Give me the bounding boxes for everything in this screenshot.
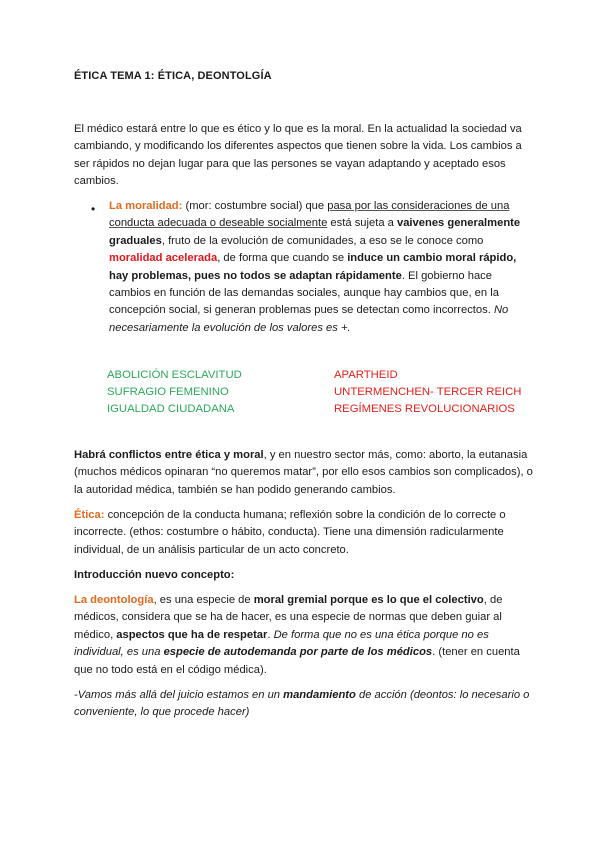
text-segment: , fruto de la evolución de comunidades, a eso se le conoce como — [161, 234, 484, 247]
bold-italic-segment: especie de autodemanda por parte de los médicos — [163, 646, 433, 659]
list-item: UNTERMENCHEN- TERCER REICH — [334, 386, 522, 398]
bold-segment: induce un cambio moral rápido, hay problemas, pues no todos se adaptan rápidamente — [109, 252, 517, 282]
bold-segment: aspectos que ha de respetar — [116, 628, 268, 641]
deontologia-paragraph — [74, 592, 534, 679]
list-item: REGÍMENES REVOLUCIONARIOS — [334, 403, 515, 415]
text-segment: , es una especie de — [153, 594, 254, 606]
list-item: APARTHEID — [334, 369, 398, 381]
text-segment: está sujeta a — [327, 217, 397, 230]
term-etica: Ética: — [74, 509, 105, 521]
bold-italic-segment: mandamiento — [283, 689, 356, 701]
document-title: ÉTICA TEMA 1: ÉTICA, DEONTOLGÍA — [74, 70, 272, 82]
negative-changes-list — [334, 367, 521, 418]
text-segment: concepción de la conducta humana; reflexión sobre la condición de lo correcte o incorrecte. (ethos: costumbre o hábito, conducta). Tiene una dimensión radicularmente individual, de un análisis particular de un acto concreto. — [74, 509, 506, 556]
etica-paragraph — [74, 507, 534, 559]
italic-segment: No necesariamente la evolución de los valores es +. — [109, 304, 509, 334]
underlined-segment: pasa por las consideraciones de una conducta adecuada o deseable socialmente — [109, 200, 510, 230]
section-heading: Introducción nuevo concepto: — [74, 569, 235, 581]
text-segment: , de forma que cuando se — [217, 252, 348, 265]
positive-changes-list — [107, 367, 242, 418]
list-item: SUFRAGIO FEMENINO — [107, 386, 229, 398]
bold-segment: vaivenes generalmente graduales — [109, 217, 521, 247]
text-segment: . El gobierno hace cambios en función de las demandas sociales, aunque hay cambios que, en la concepción social, si generan problemas pues se detectan como incorrectos. — [109, 269, 499, 317]
italic-segment: De forma que no es una ética porque no es individual, es una — [74, 628, 489, 659]
bullet-text — [109, 198, 534, 337]
text-segment: (mor: costumbre social) que — [182, 200, 328, 212]
italic-segment: -Vamos más allá del juicio estamos en un — [74, 689, 284, 701]
italic-segment: de acción (deontos: lo necesario o conveniente, lo que procede hacer) — [74, 689, 530, 719]
term-moralidad-acelerada: moralidad acelerada — [109, 252, 218, 265]
text-segment: . (tener en cuenta que no todo está en el código médica). — [74, 646, 520, 676]
bullet-dot-icon: • — [91, 202, 96, 216]
text-segment: , de médicos, considera que se ha de hacer, es una especie de normas que deben guiar al médico, — [74, 594, 503, 641]
bold-segment: moral gremial porque es lo que el colectivo — [253, 594, 484, 606]
list-item: ABOLICIÓN ESCLAVITUD — [107, 369, 242, 381]
bold-segment: Habrá conflictos entre ética y moral — [74, 449, 264, 461]
mandamiento-paragraph — [74, 687, 534, 722]
bullet-moralidad — [74, 198, 534, 337]
list-item: IGUALDAD CIUDADANA — [107, 403, 235, 415]
term-moralidad: La moralidad: — [109, 200, 183, 212]
text-segment: , y en nuestro sector más, como: aborto, la eutanasia (muchos médicos opinaran “no queremos matar”, por ello esos cambios son complicados), o la autoridad médica, también se han podido generando cambios. — [74, 449, 533, 496]
term-deontologia: La deontología — [74, 594, 154, 606]
conflicts-paragraph — [74, 447, 534, 499]
intro-paragraph: El médico estará entre lo que es ético y lo que es la moral. En la actualidad la sociedad va cambiando, y modificando los diferentes aspectos que tienen sobre la vida. Los cambios a ser rápidos no dejan lugar para que las persones se vayan adaptando y aceptado esos cambios. — [74, 123, 522, 188]
text-segment: . — [267, 628, 274, 641]
